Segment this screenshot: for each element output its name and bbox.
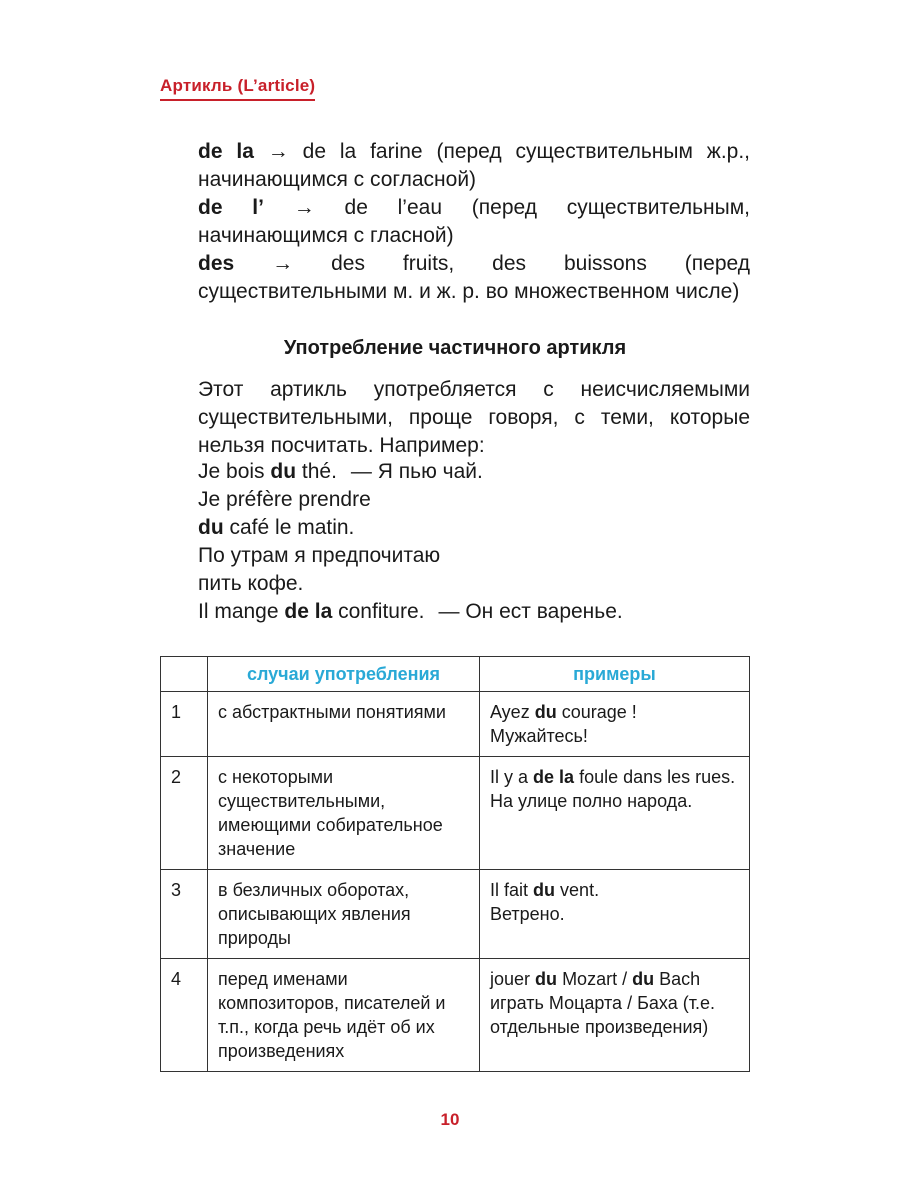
form-des bbox=[160, 250, 750, 306]
example-french: Mozart / bbox=[562, 969, 628, 989]
arrow-icon: → bbox=[267, 140, 289, 163]
example-article: du bbox=[632, 969, 655, 989]
example-french: jouer bbox=[490, 969, 531, 989]
row-number: 2 bbox=[161, 757, 208, 870]
form-article: des bbox=[198, 252, 235, 275]
row-example bbox=[480, 870, 750, 959]
intro-paragraph bbox=[160, 376, 750, 460]
example-translation: Мужайтесь! bbox=[490, 726, 588, 746]
example-translation: — Я пью чай. bbox=[350, 460, 483, 483]
example-translation: Ветрено. bbox=[490, 904, 565, 924]
row-case: с некоторыми существительными, имеющими собирательное значение bbox=[208, 757, 480, 870]
example-french: Bach bbox=[659, 969, 701, 989]
form-description: de la farine (перед существительным ж.р., начинающимся с согласной) bbox=[198, 140, 751, 191]
example-2-translation-2: пить кофе. bbox=[198, 572, 304, 595]
example-french: foule dans les rues. bbox=[579, 767, 736, 787]
example-article: du bbox=[270, 460, 297, 483]
arrow-icon: → bbox=[293, 196, 315, 219]
row-number: 4 bbox=[161, 959, 208, 1072]
example-article: du bbox=[198, 516, 224, 539]
example-translation: На улице полно народа. bbox=[490, 791, 693, 811]
table-row bbox=[161, 692, 750, 757]
running-title: Артикль (L’article) bbox=[160, 76, 315, 101]
form-article: de la bbox=[198, 140, 254, 163]
section-title: Употребление частичного артикля bbox=[283, 337, 627, 359]
row-case: в безличных оборотах, описывающих явления природы bbox=[208, 870, 480, 959]
table-row bbox=[161, 959, 750, 1072]
example-2-translation-1: По утрам я предпочитаю bbox=[198, 544, 441, 567]
form-de-la bbox=[160, 138, 750, 194]
table-row bbox=[161, 870, 750, 959]
example-french: Ayez bbox=[490, 702, 530, 722]
article-forms-list bbox=[160, 138, 750, 306]
header-examples: примеры bbox=[480, 657, 750, 692]
example-french: confiture. bbox=[338, 600, 425, 623]
row-case: с абстрактными понятиями bbox=[208, 692, 480, 757]
form-description: de l’eau (перед существительным, начинающимся с гласной) bbox=[198, 196, 750, 247]
form-description: des fruits, des buissons (перед существительными м. и ж. р. во множественном числе) bbox=[198, 252, 750, 303]
example-2-line-2 bbox=[198, 514, 623, 542]
page-number: 10 bbox=[440, 1110, 460, 1129]
form-article: de l’ bbox=[198, 196, 264, 219]
row-case: перед именами композиторов, писателей и т.п., когда речь идёт об их произведениях bbox=[208, 959, 480, 1072]
header-number bbox=[161, 657, 208, 692]
row-example bbox=[480, 692, 750, 757]
example-french: courage ! bbox=[561, 702, 637, 722]
example-french: café le matin. bbox=[229, 516, 355, 539]
example-french: Il y a bbox=[490, 767, 529, 787]
example-french: Il fait bbox=[490, 880, 529, 900]
example-article: du bbox=[533, 880, 556, 900]
arrow-icon: → bbox=[272, 252, 294, 275]
examples-block bbox=[198, 458, 623, 626]
example-french: vent. bbox=[560, 880, 600, 900]
example-translation: — Он ест варенье. bbox=[438, 600, 623, 623]
table-row bbox=[161, 757, 750, 870]
row-number: 1 bbox=[161, 692, 208, 757]
row-example bbox=[480, 959, 750, 1072]
example-article: du bbox=[534, 702, 557, 722]
form-de-l bbox=[160, 194, 750, 250]
example-3 bbox=[198, 598, 623, 626]
row-number: 3 bbox=[161, 870, 208, 959]
usage-table bbox=[160, 656, 750, 1072]
row-example bbox=[480, 757, 750, 870]
example-article: du bbox=[535, 969, 558, 989]
intro-text: Этот артикль употребляется с неисчисляемыми существительными, проще говоря, с теми, которые нельзя посчитать. Например: bbox=[198, 378, 750, 457]
table-header-row bbox=[161, 657, 750, 692]
example-1 bbox=[198, 458, 623, 486]
header-cases: случаи употребления bbox=[208, 657, 480, 692]
example-article: de la bbox=[284, 600, 333, 623]
example-french: Il mange bbox=[198, 600, 279, 623]
example-2-line-1: Je préfère prendre bbox=[198, 488, 371, 511]
example-translation: играть Моцарта / Баха (т.е. отдельные произведения) bbox=[490, 993, 715, 1037]
example-french: thé. bbox=[301, 460, 337, 483]
example-article: de la bbox=[533, 767, 575, 787]
example-french: Je bois bbox=[198, 460, 265, 483]
